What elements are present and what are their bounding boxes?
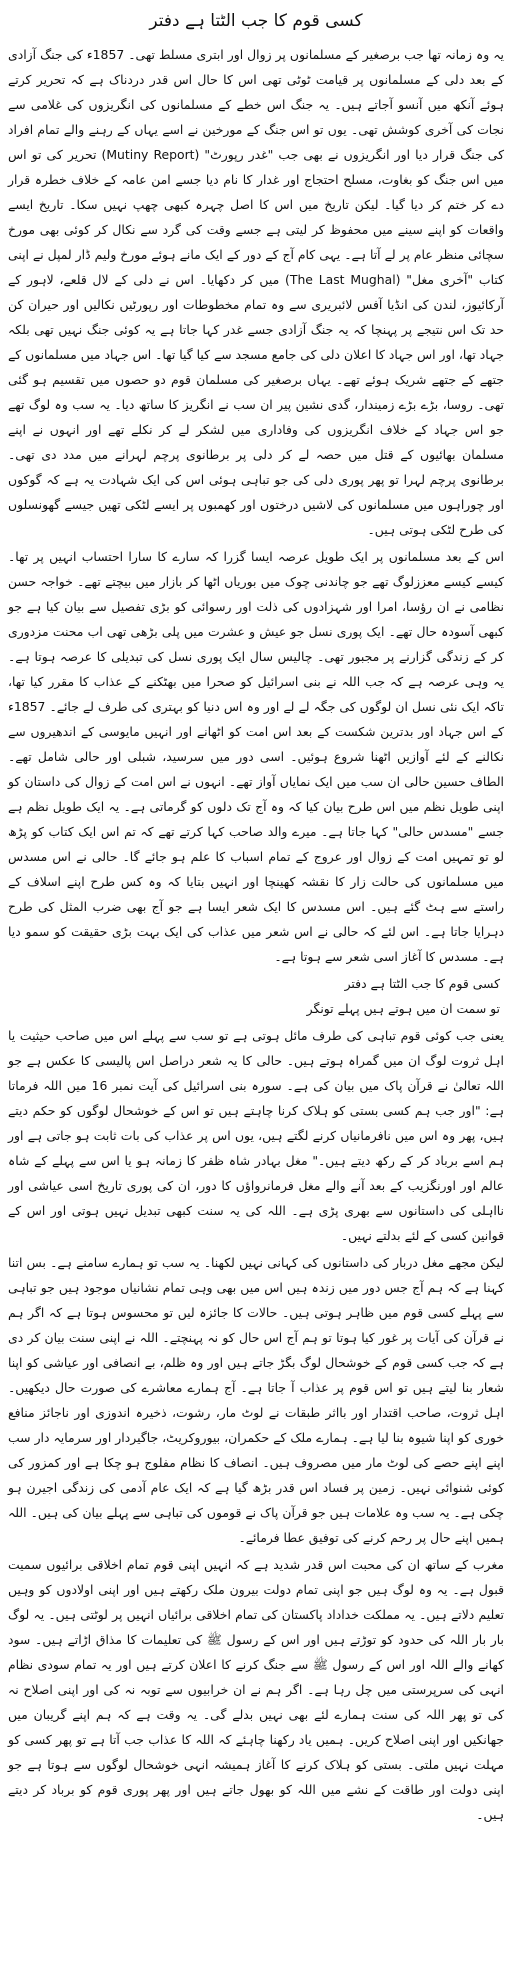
- paragraph-3: یعنی جب کوئی قوم تباہی کی طرف مائل ہوتی ہے تو سب سے پہلے اس میں صاحب حیثیت یا اہل ثروت لوگ ان میں گمراہ ہوتے ہیں۔ حالی کا یہ شعر دراصل اس پالیسی کا عکس ہے جو اللہ تعالیٰ نے قرآن پاک میں بیان کی ہے۔ سورہ بنی اسرائیل کی آیت نمبر 16 میں اللہ فرماتا ہے: "اور جب ہم کسی بستی کو ہلاک کرنا چاہتے ہیں تو اس کے خوشحال لوگوں کو حکم دیتے ہیں، پھر وہ اس میں نافرمانیاں کرنے لگتے ہیں، یوں اس پر عذاب کی بات ثابت ہو جاتی ہے اور ہم اسے برباد کر کے رکھ دیتے ہیں۔" مغل بہادر شاہ ظفر کا زمانہ ہو یا اس سے پہلے کے شاہ عالم اور اورنگزیب کے بعد آنے والے مغل فرمانرواؤں کا دور، ان کی پوری تاریخ اسی عیاشی اور نااہلی کی داستانوں سے بھری پڑی ہے۔ اللہ کی یہ سنت کبھی تبدیل نہیں ہوتی اور اس کے قوانین کسی کے لئے بدلتے نہیں۔: [8, 1028, 504, 1243]
- paragraph-5: مغرب کے ساتھ ان کی محبت اس قدر شدید ہے کہ انہیں اپنی قوم تمام اخلاقی برائیوں سمیت قبول ہے۔ یہ وہ لوگ ہیں جو اپنی تمام دولت بیرون ملک رکھتے ہیں اور اپنی اولادوں کو وہیں تعلیم دلاتے ہیں۔ یہ مملکت خداداد پاکستان کی تمام اخلاقی برائیاں انہیں پر لوٹتی ہیں۔ یہ لوگ بار بار اللہ کی حدود کو توڑتے ہیں اور اس کے رسول ﷺ کی تعلیمات کا مذاق اڑاتے ہیں۔ سود کھانے والے اللہ اور اس کے رسول ﷺ سے جنگ کرنے کا اعلان کرتے ہیں اور یہ تمام سودی نظام انہی کی سرپرستی میں چل رہا ہے۔ اگر ہم نے ان خرابیوں سے توبہ نہ کی اور اپنی اصلاح نہ کی تو پھر اللہ کی سنت ہمارے لئے بھی نہیں بدلے گی۔ یہ وقت ہے کہ ہم اپنے گریبان میں جھانکیں اور اپنی اصلاح کریں۔ ہمیں یاد رکھنا چاہئے کہ اللہ کا عذاب جب آتا ہے تو پھر کسی کو مہلت نہیں ملتی۔ بستی کو ہلاک کرنے کا آغاز ہمیشہ انہی خوشحال لوگوں سے ہوتا ہے جو اپنی دولت اور طاقت کے نشے میں اللہ کو بھول جاتے ہیں اور پھر پوری قوم کو برباد کر دیتے ہیں۔: [8, 1557, 504, 1822]
- paragraph-2: اس کے بعد مسلمانوں پر ایک طویل عرصہ ایسا گزرا کہ سارے کا سارا احتساب انہیں پر تھا۔ کیسے کیسے معززلوگ تھے جو چاندنی چوک میں بوریاں اٹھا کر بازار میں بیچتے تھے۔ خواجہ حسن نظامی نے ان رؤسا، امرا اور شہزادوں کی ذلت اور رسوائی کو بڑی تفصیل سے بیان کیا ہے جو کبھی آسودہ حال تھے۔ ایک پوری نسل جو عیش و عشرت میں پلی بڑھی تھی اب محنت مزدوری کر کے زندگی گزارنے پر مجبور تھی۔ چالیس سال ایک پوری نسل کی تبدیلی کا عرصہ ہوتا ہے۔ یہ وہی عرصہ ہے کہ جب اللہ نے بنی اسرائیل کو صحرا میں بھٹکنے کے عذاب کا مقرر کیا تھا، تاکہ ایک نئی نسل ان لوگوں کی جگہ لے لے اور وہ اس دنیا کو بہتری کی طرف لے جائے۔ 1857ء کے اس جہاد اور بدترین شکست کے بعد اس امت کو اٹھانے اور انہیں مایوسی کے اندھیروں سے نکالنے کے لئے آوازیں اٹھنا شروع ہوئیں۔ اسی دور میں سرسید، شبلی اور حالی شامل تھے۔ الطاف حسین حالی ان سب میں ایک نمایاں آواز تھے۔ انہوں نے اس امت کے زوال کی داستان کو اپنی طویل نظم میں اس طرح بیان کیا کہ وہ آج تک دلوں کو گرماتی ہے۔ یہ ایک طویل نظم ہے جسے "مسدس حالی" کہا جاتا ہے۔ میرے والد صاحب کہا کرتے تھے کہ تم اس ایک کتاب کو پڑھ لو تو تمہیں امت کے زوال اور عروج کے تمام اسباب کا علم ہو جائے گا۔ حالی نے اس مسدس میں مسلمانوں کی حالت زار کا نقشہ کھینچا اور انہیں بتایا کہ وہ کس طرح اپنے اسلاف کے راستے سے ہٹ گئے ہیں۔ اس مسدس کا ایک شعر ایسا ہے جو آج بھی ضرب المثل کی طرح دہرایا جاتا ہے۔ اس لئے کہ حالی نے اس شعر میں عذاب کی ایک بہت بڑی حقیقت کو سمو دیا ہے۔ مسدس کا آغاز اسی شعر سے ہوتا ہے۔: [8, 549, 504, 964]
- paragraph-4: لیکن مجھے مغل دربار کی داستانوں کی کہانی نہیں لکھنا۔ یہ سب تو ہمارے سامنے ہے۔ بس اتنا کہنا ہے کہ ہم آج جس دور میں زندہ ہیں اس میں بھی وہی تمام نشانیاں موجود ہیں جو تباہی سے پہلے کسی قوم میں ظاہر ہوتی ہیں۔ حالات کا جائزہ لیں تو محسوس ہوتا ہے کہ اگر ہم نے قرآن کی آیات پر غور کیا ہوتا تو ہم آج اس حال کو نہ پہنچتے۔ اللہ نے اپنی سنت بیان کر دی ہے کہ جب کسی قوم کے خوشحال لوگ بگڑ جاتے ہیں اور وہ ظلم، بے انصافی اور عیاشی کو اپنا شعار بنا لیتے ہیں تو اس قوم پر عذاب آ جاتا ہے۔ آج ہمارے معاشرے کی صورت حال دیکھیں۔ اہل ثروت، صاحب اقتدار اور بااثر طبقات نے لوٹ مار، رشوت، ذخیرہ اندوزی اور ناجائز منافع خوری کو اپنا شیوہ بنا لیا ہے۔ ہمارے ملک کے حکمران، بیوروکریٹ، جاگیردار اور سرمایہ دار سب اپنے اپنے حصے کی لوٹ مار میں مصروف ہیں۔ انصاف کا نظام مفلوج ہو چکا ہے اور کمزور کی کوئی شنوائی نہیں۔ زمین پر فساد اس قدر بڑھ گیا ہے کہ ایک عام آدمی کی زندگی اجیرن ہو چکی ہے۔ یہ سب وہ علامات ہیں جو قرآن پاک نے قوموں کی تباہی سے پہلے بیان کی ہیں۔ اللہ ہمیں اپنے حال پر رحم کرنے کی توفیق عطا فرمائے۔: [8, 1255, 504, 1545]
- verse-line-2: تو سمت ان میں ہوتے ہیں پہلے تونگر: [306, 1001, 500, 1016]
- column-body: [8, 42, 504, 1827]
- verse-couplet: [8, 971, 504, 1021]
- verse-line-1: کسی قوم کا جب الٹتا ہے دفتر: [344, 976, 500, 991]
- column-title: کسی قوم کا جب الٹتا ہے دفتر: [149, 11, 363, 31]
- paragraph-1: یہ وہ زمانہ تھا جب برصغیر کے مسلمانوں پر زوال اور ابتری مسلط تھی۔ 1857ء کی جنگ آزادی کے بعد دلی کے مسلمانوں پر قیامت ٹوٹی تھی اس کا حال اس قدر دردناک ہے کہ تحریر کرتے ہوئے آنکھ میں آنسو آجاتے ہیں۔ یہ جنگ اس خطے کے مسلمانوں کی انگریزوں کی غلامی سے نجات کی آخری کوشش تھی۔ یوں تو اس جنگ کے مورخین نے اسے یہاں کے رہنے والے تمام افراد کی جنگ قرار دیا اور انگریزوں نے بھی جب "غدر رپورٹ" (Mutiny Report) تحریر کی تو اس میں اس جنگ کو بغاوت، مسلح احتجاج اور غدار کا نام دیا جسے امن عامہ کے خلاف خطرہ قرار دے کر ختم کر دیا گیا۔ لیکن تاریخ میں اس کا اصل چہرہ کبھی چھپ نہیں سکا۔ تاریخ ایسے واقعات کو اپنے سینے میں محفوظ کر لیتی ہے جسے وقت کی گرد سے نکال کر کوئی بھی مورخ سچائی منظر عام پر لے آتا ہے۔ یہی کام آج کے دور کے ایک مانے ہوئے مورخ ولیم ڈار لمپل نے اپنی کتاب "آخری مغل" (The Last Mughal) میں کر دکھایا۔ اس نے دلی کے لال قلعے، لاہور کے آرکائیوز، لندن کی انڈیا آفس لائبریری سے وہ تمام مخطوطات اور رپورٹیں نکالیں اور حیران کن حد تک اس نتیجے پر پہنچا کہ یہ جنگ آزادی جسے غدر کہا جاتا ہے یہ کوئی جنگ نہیں تھی بلکہ جہاد تھا، اور اس جہاد کا اعلان دلی کی جامع مسجد سے کیا گیا تھا۔ اس جہاد میں مسلمانوں کے جتھے کے جتھے شریک ہوئے تھے۔ یہاں برصغیر کی مسلمان قوم دو حصوں میں تقسیم ہو گئی تھی۔ روسا، بڑے بڑے زمیندار، گدی نشین پیر ان سب نے انگریز کا ساتھ دیا۔ یہ سب وہ لوگ تھے جو اس جہاد کے خلاف انگریزوں کی وفاداری میں لشکر لے کر نکلے تھے اور انہوں نے اپنے مسلمان بھائیوں کے قتل میں حصہ لے کر دلی پر برطانوی پرچم لہرانے میں مدد دی تھی۔ برطانوی پرچم لہرا تو پھر پوری دلی کی جو تباہی ہوئی اس کی ایک شہادت یہ ہے کہ گوکوں اور چوراہوں میں مسلمانوں کی لاشیں درختوں اور کھمبوں پر ایسے لٹکی تھیں جیسے گھونسلوں کی طرح لٹکی ہوتی ہیں۔: [8, 47, 504, 537]
